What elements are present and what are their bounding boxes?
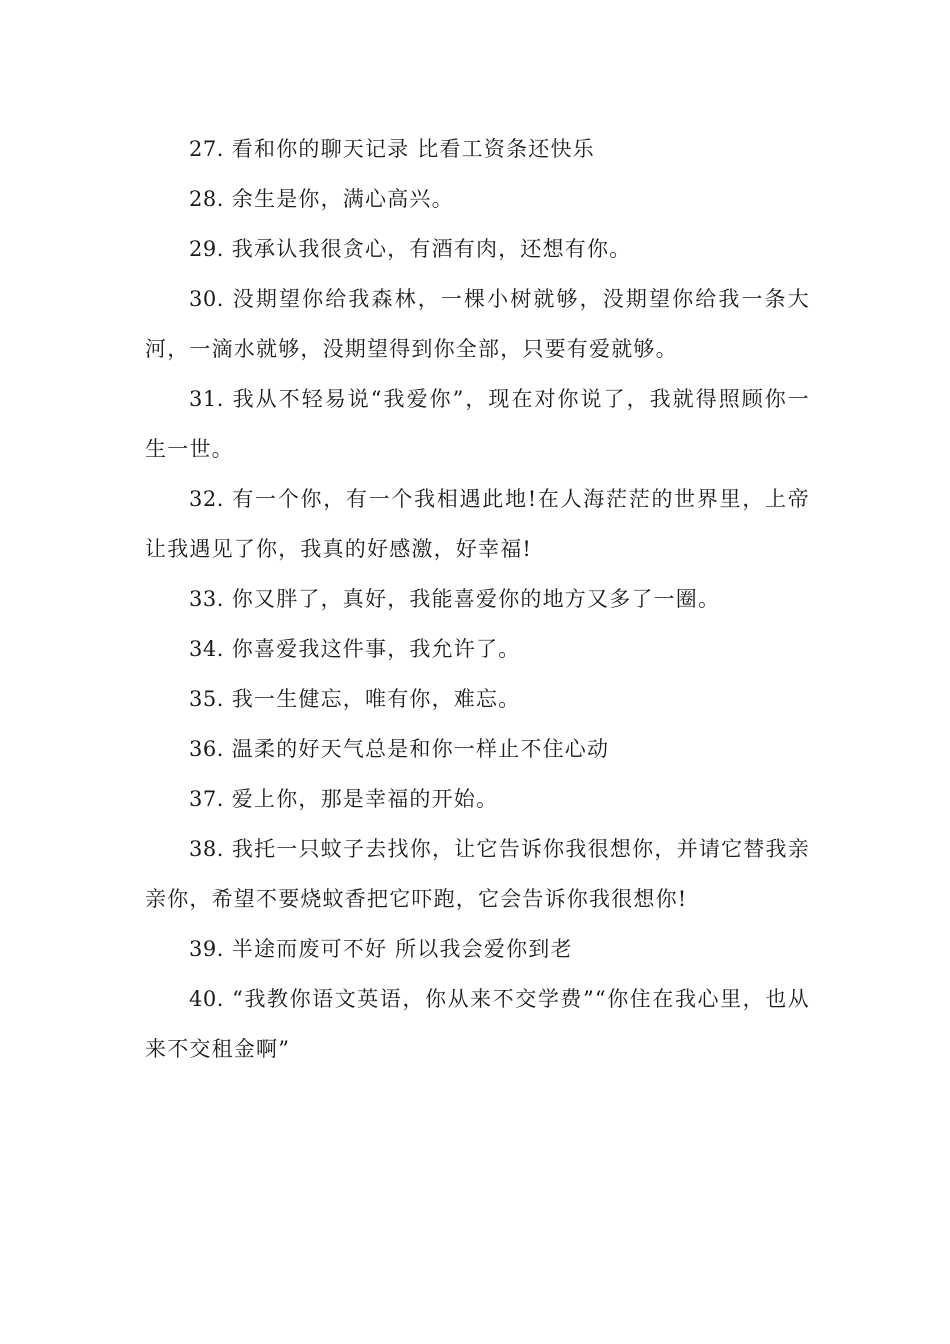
item-number: 37. [189, 787, 224, 811]
item-text: 没期望你给我森林，一棵小树就够，没期望你给我一条大河，一滴水就够，没期望得到你全部，只要有爱就够。 [145, 287, 810, 361]
list-item [145, 474, 810, 574]
item-number: 27. [189, 137, 224, 161]
item-text: 我一生健忘，唯有你，难忘。 [231, 687, 521, 711]
list-item [145, 724, 810, 774]
item-text: 看和你的聊天记录 比看工资条还快乐 [231, 137, 595, 161]
item-text: 余生是你，满心高兴。 [231, 187, 454, 211]
list-item [145, 124, 810, 174]
item-number: 35. [189, 687, 224, 711]
item-text: 我托一只蚊子去找你，让它告诉你我很想你，并请它替我亲亲你，希望不要烧蚊香把它吓跑，它会告诉你我很想你! [145, 837, 810, 911]
item-text: 爱上你，那是幸福的开始。 [231, 787, 499, 811]
item-number: 34. [189, 637, 224, 661]
item-text: 我从不轻易说“我爱你”，现在对你说了，我就得照顾你一生一世。 [145, 387, 810, 461]
list-item [145, 774, 810, 824]
list-item [145, 374, 810, 474]
list-item [145, 574, 810, 624]
list-item [145, 974, 810, 1074]
list-item [145, 174, 810, 224]
item-text: 半途而废可不好 所以我会爱你到老 [231, 937, 573, 961]
item-number: 30. [189, 287, 224, 311]
item-number: 29. [189, 237, 224, 261]
item-text: 我承认我很贪心，有酒有肉，还想有你。 [231, 237, 632, 261]
list-item [145, 674, 810, 724]
document-body [145, 124, 810, 1074]
list-item [145, 824, 810, 924]
item-text: 有一个你，有一个我相遇此地!在人海茫茫的世界里，上帝让我遇见了你，我真的好感激，好幸福! [145, 487, 810, 561]
item-number: 32. [189, 487, 224, 511]
item-number: 31. [189, 387, 224, 411]
item-text: “我教你语文英语，你从来不交学费”“你住在我心里，也从来不交租金啊” [145, 987, 810, 1061]
item-text: 你又胖了，真好，我能喜爱你的地方又多了一圈。 [231, 587, 721, 611]
item-number: 40. [189, 987, 224, 1011]
item-number: 28. [189, 187, 224, 211]
list-item [145, 274, 810, 374]
item-text: 你喜爱我这件事，我允许了。 [231, 637, 521, 661]
item-number: 39. [189, 937, 224, 961]
item-number: 38. [189, 837, 224, 861]
list-item [145, 924, 810, 974]
item-text: 温柔的好天气总是和你一样止不住心动 [231, 737, 610, 761]
item-number: 33. [189, 587, 224, 611]
list-item [145, 224, 810, 274]
item-number: 36. [189, 737, 224, 761]
list-item [145, 624, 810, 674]
